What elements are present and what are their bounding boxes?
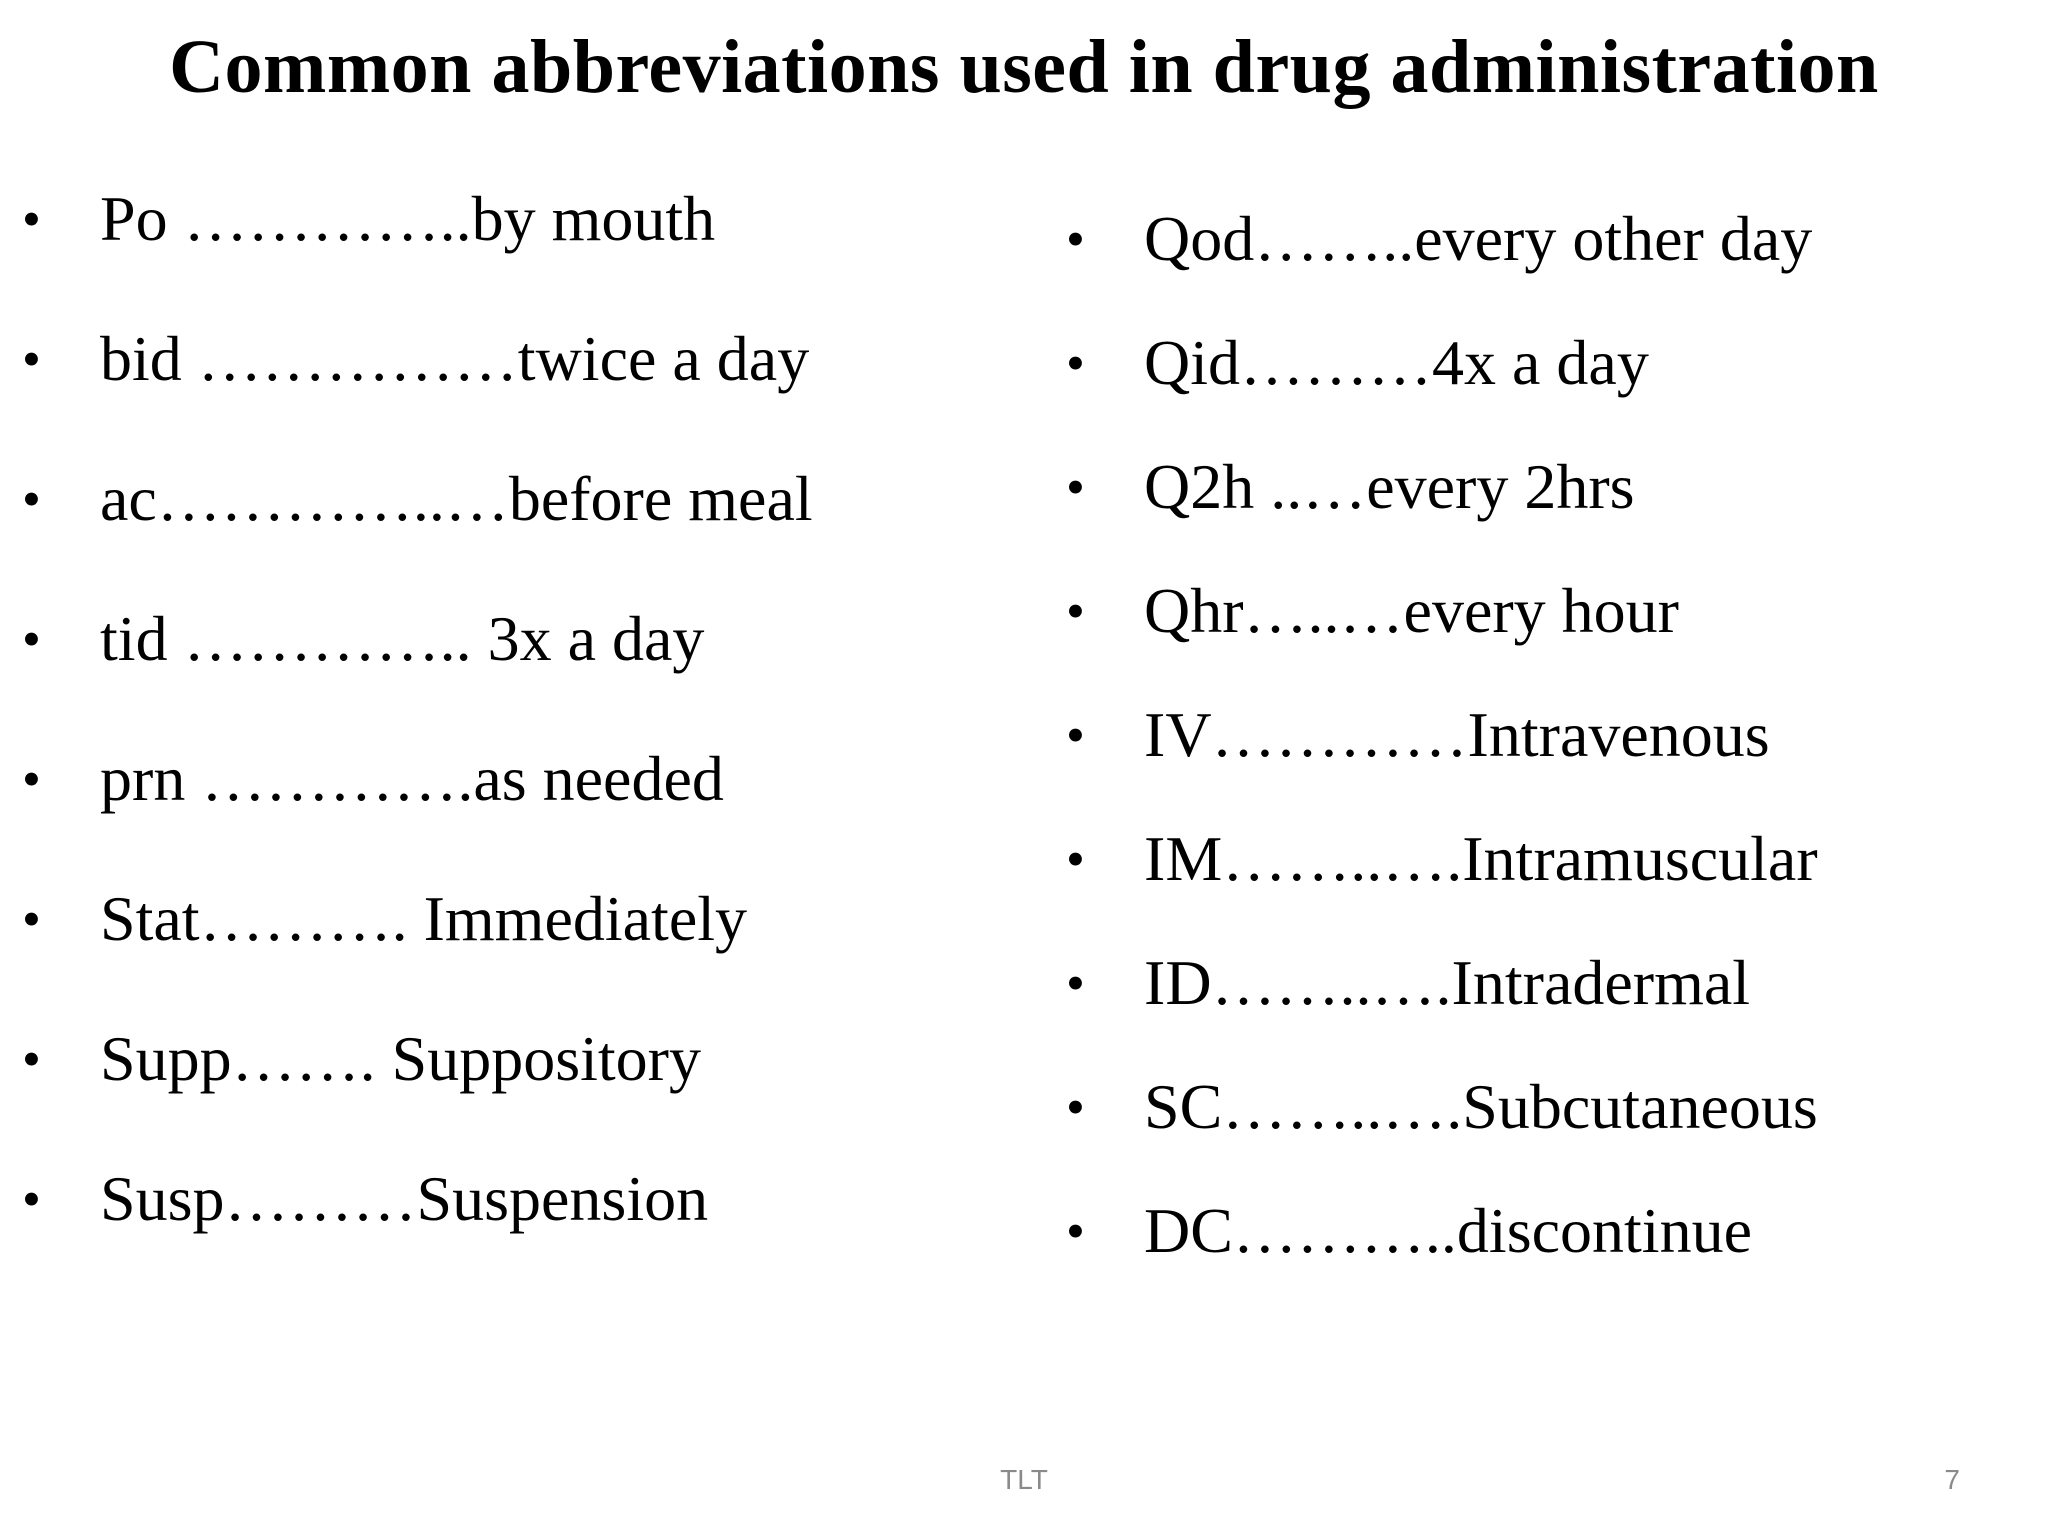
bullet-icon: • (1066, 953, 1085, 1013)
list-item (22, 740, 1022, 818)
abbreviation-text: Qod……..every other day (1144, 203, 1813, 274)
list-item (22, 1020, 1022, 1098)
abbreviation-text: Stat………. Immediately (100, 883, 747, 954)
abbreviation-text: DC………..discontinue (1144, 1195, 1752, 1266)
bullet-icon: • (1066, 581, 1085, 641)
bullet-icon: • (22, 1029, 41, 1089)
footer-label: TLT (1000, 1464, 1048, 1495)
bullet-icon: • (1066, 705, 1085, 765)
bullet-icon: • (22, 889, 41, 949)
bullet-icon: • (1066, 333, 1085, 393)
abbreviation-text: prn ………….as needed (100, 743, 724, 814)
bullet-icon: • (1066, 457, 1085, 517)
list-item (1066, 820, 1886, 898)
bullet-icon: • (22, 609, 41, 669)
list-item (1066, 1192, 1886, 1270)
bullet-icon: • (22, 189, 41, 249)
abbreviation-text: Susp………Suspension (100, 1163, 709, 1234)
list-item (1066, 1068, 1886, 1146)
abbreviation-text: tid ………….. 3x a day (100, 603, 705, 674)
list-item (1066, 572, 1886, 650)
list-item (22, 1160, 1022, 1238)
list-item (22, 180, 1022, 258)
bullet-icon: • (1066, 1077, 1085, 1137)
right-abbreviation-list (1066, 200, 1886, 1316)
abbreviation-text: Supp……. Suppository (100, 1023, 701, 1094)
list-item (1066, 200, 1886, 278)
abbreviation-text: bid ……………twice a day (100, 323, 810, 394)
list-item (22, 880, 1022, 958)
slide-title: Common abbreviations used in drug administration (169, 25, 1879, 109)
abbreviation-text: Qid………4x a day (1144, 327, 1649, 398)
abbreviation-text: ID……..….Intradermal (1144, 947, 1751, 1018)
list-item (1066, 324, 1886, 402)
list-item (1066, 448, 1886, 526)
list-item (22, 320, 1022, 398)
list-item (22, 600, 1022, 678)
abbreviation-text: ac…………..…before meal (100, 463, 813, 534)
bullet-icon: • (22, 1169, 41, 1229)
bullet-icon: • (22, 329, 41, 389)
abbreviation-text: IM……..….Intramuscular (1144, 823, 1818, 894)
list-item (1066, 944, 1886, 1022)
page-number: 7 (1944, 1464, 1960, 1495)
bullet-icon: • (1066, 1201, 1085, 1261)
left-abbreviation-list (22, 180, 1022, 1300)
abbreviation-text: Qhr…..…every hour (1144, 575, 1679, 646)
abbreviation-text: Q2h ..…every 2hrs (1144, 451, 1635, 522)
list-item (1066, 696, 1886, 774)
bullet-icon: • (1066, 209, 1085, 269)
list-item (22, 460, 1022, 538)
bullet-icon: • (22, 749, 41, 809)
bullet-icon: • (1066, 829, 1085, 889)
abbreviation-text: IV…………Intravenous (1144, 699, 1770, 770)
bullet-icon: • (22, 469, 41, 529)
abbreviation-text: SC……..….Subcutaneous (1144, 1071, 1818, 1142)
abbreviation-text: Po …………..by mouth (100, 183, 716, 254)
